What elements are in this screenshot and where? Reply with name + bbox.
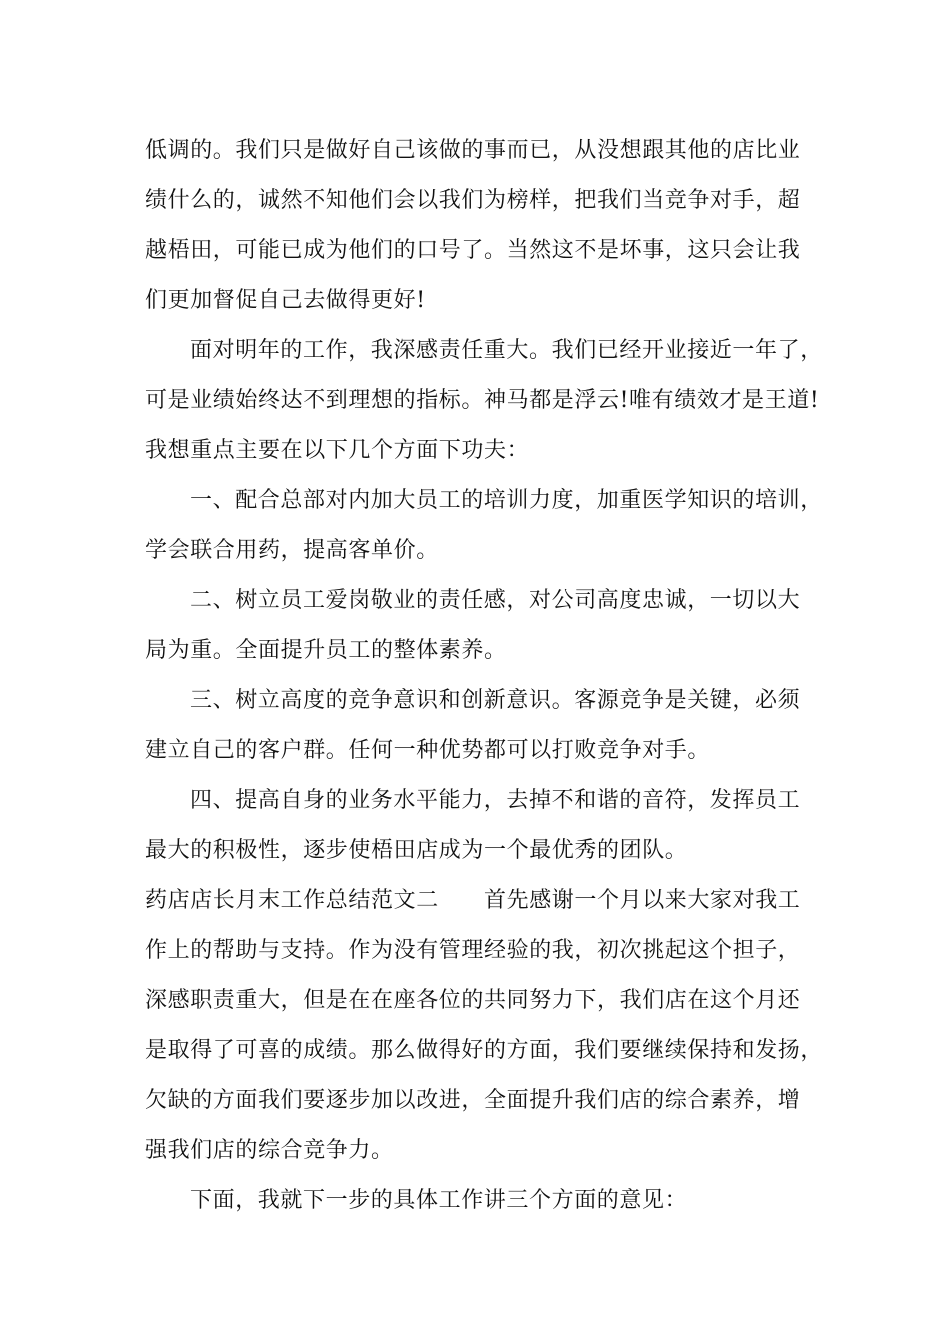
text-line: 绩什么的，诚然不知他们会以我们为榜样，把我们当竞争对手，超 xyxy=(145,188,801,213)
text-line: 低调的。我们只是做好自己该做的事而已，从没想跟其他的店比业 xyxy=(145,138,801,163)
text-line: 学会联合用药，提高客单价。 xyxy=(145,538,439,563)
list-item-3-line: 三、树立高度的竞争意识和创新意识。客源竞争是关键，必须 xyxy=(190,688,801,713)
text-line: 局为重。全面提升员工的整体素养。 xyxy=(145,638,507,663)
text-line: 最大的积极性，逐步使梧田店成为一个最优秀的团队。 xyxy=(145,838,688,863)
text-line: 强我们店的综合竞争力。 xyxy=(145,1138,394,1163)
text-line: 建立自己的客户群。任何一种优势都可以打败竞争对手。 xyxy=(145,738,711,763)
text-line: 越梧田，可能已成为他们的口号了。当然这不是坏事，这只会让我 xyxy=(145,238,801,263)
text-line: 们更加督促自己去做得更好! xyxy=(145,288,426,313)
text-line: 欠缺的方面我们要逐步加以改进，全面提升我们店的综合素养，增 xyxy=(145,1088,801,1113)
list-item-4-line: 四、提高自身的业务水平能力，去掉不和谐的音符，发挥员工 xyxy=(190,788,801,813)
list-item-2-line: 二、树立员工爱岗敬业的责任感，对公司高度忠诚，一切以大 xyxy=(190,588,801,613)
text-line: 可是业绩始终达不到理想的指标。神马都是浮云!唯有绩效才是王道! xyxy=(145,388,820,413)
list-item-1-line: 一、配合总部对内加大员工的培训力度，加重医学知识的培训， xyxy=(190,488,823,513)
section-title-line: 药店店长月末工作总结范文二 首先感谢一个月以来大家对我工 xyxy=(145,888,801,913)
text-line: 深感职责重大，但是在在座各位的共同努力下，我们店在这个月还 xyxy=(145,988,801,1013)
paragraph-start-line: 面对明年的工作，我深感责任重大。我们已经开业接近一年了， xyxy=(190,338,823,363)
text-line: 是取得了可喜的成绩。那么做得好的方面，我们要继续保持和发扬， xyxy=(145,1038,824,1063)
paragraph-start-line: 下面，我就下一步的具体工作讲三个方面的意见： xyxy=(190,1188,688,1213)
text-line: 作上的帮助与支持。作为没有管理经验的我，初次挑起这个担子， xyxy=(145,938,801,963)
text-line: 我想重点主要在以下几个方面下功夫： xyxy=(145,438,530,463)
